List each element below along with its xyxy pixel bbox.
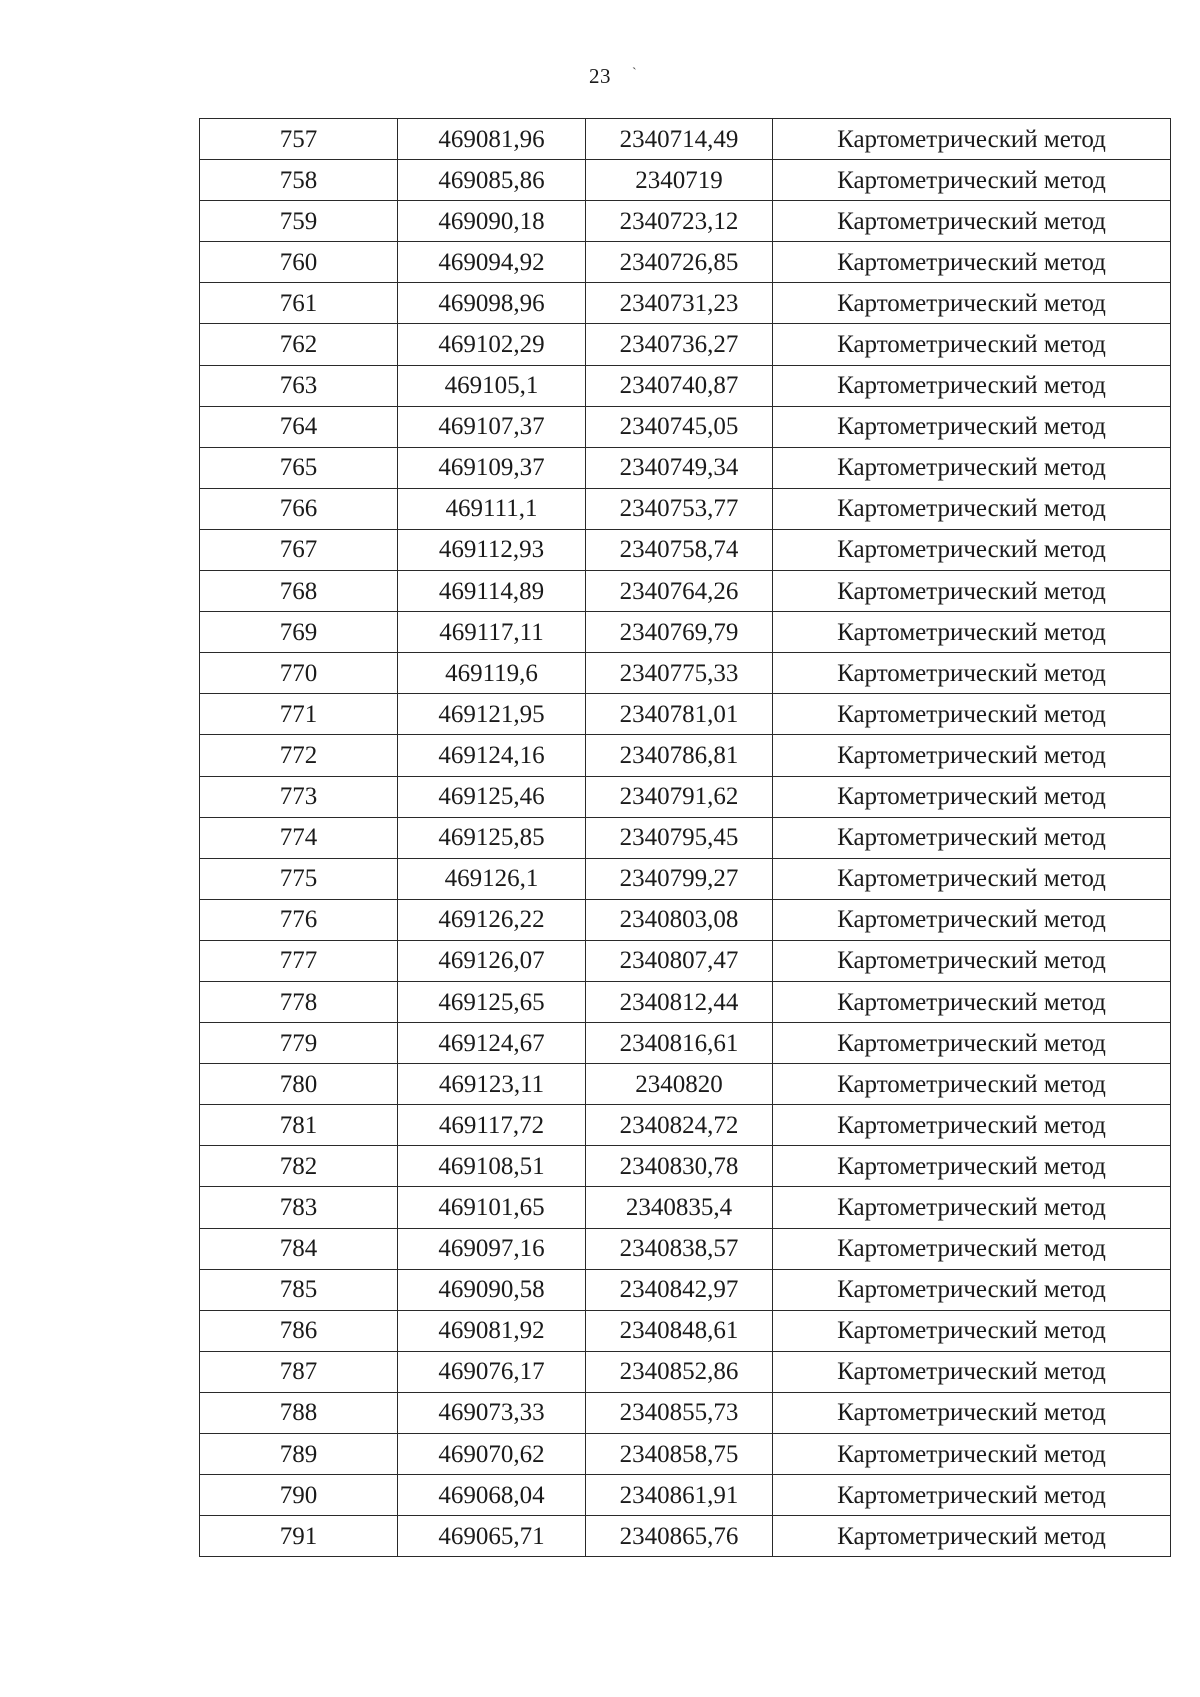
x-coordinate-cell: 469085,86 xyxy=(398,160,586,201)
y-coordinate-cell: 2340731,23 xyxy=(586,283,773,324)
table-row xyxy=(200,1310,1171,1351)
y-coordinate-cell: 2340769,79 xyxy=(586,612,773,653)
table-row xyxy=(200,858,1171,899)
x-coordinate-cell: 469081,96 xyxy=(398,119,586,160)
x-coordinate-cell: 469105,1 xyxy=(398,365,586,406)
y-coordinate-cell: 2340842,97 xyxy=(586,1269,773,1310)
method-cell: Картометрический метод xyxy=(773,406,1171,447)
x-coordinate-cell: 469119,6 xyxy=(398,653,586,694)
point-number-cell: 772 xyxy=(200,735,398,776)
point-number-cell: 769 xyxy=(200,612,398,653)
y-coordinate-cell: 2340861,91 xyxy=(586,1475,773,1516)
table-row xyxy=(200,447,1171,488)
point-number-cell: 760 xyxy=(200,242,398,283)
x-coordinate-cell: 469065,71 xyxy=(398,1516,586,1557)
table-row xyxy=(200,1351,1171,1392)
y-coordinate-cell: 2340816,61 xyxy=(586,1023,773,1064)
point-number-cell: 774 xyxy=(200,817,398,858)
method-cell: Картометрический метод xyxy=(773,612,1171,653)
point-number-cell: 784 xyxy=(200,1228,398,1269)
x-coordinate-cell: 469068,04 xyxy=(398,1475,586,1516)
y-coordinate-cell: 2340807,47 xyxy=(586,940,773,981)
y-coordinate-cell: 2340795,45 xyxy=(586,817,773,858)
point-number-cell: 780 xyxy=(200,1064,398,1105)
point-number-cell: 776 xyxy=(200,899,398,940)
table-row xyxy=(200,1475,1171,1516)
table-row xyxy=(200,899,1171,940)
x-coordinate-cell: 469112,93 xyxy=(398,529,586,570)
method-cell: Картометрический метод xyxy=(773,776,1171,817)
table-row xyxy=(200,1269,1171,1310)
method-cell: Картометрический метод xyxy=(773,1105,1171,1146)
x-coordinate-cell: 469117,11 xyxy=(398,612,586,653)
y-coordinate-cell: 2340799,27 xyxy=(586,858,773,899)
point-number-cell: 781 xyxy=(200,1105,398,1146)
y-coordinate-cell: 2340791,62 xyxy=(586,776,773,817)
x-coordinate-cell: 469076,17 xyxy=(398,1351,586,1392)
point-number-cell: 762 xyxy=(200,324,398,365)
y-coordinate-cell: 2340726,85 xyxy=(586,242,773,283)
table-row xyxy=(200,1146,1171,1187)
table-row xyxy=(200,776,1171,817)
method-cell: Картометрический метод xyxy=(773,1434,1171,1475)
method-cell: Картометрический метод xyxy=(773,940,1171,981)
x-coordinate-cell: 469073,33 xyxy=(398,1392,586,1433)
method-cell: Картометрический метод xyxy=(773,1351,1171,1392)
table-row xyxy=(200,940,1171,981)
point-number-cell: 779 xyxy=(200,1023,398,1064)
table-row xyxy=(200,694,1171,735)
x-coordinate-cell: 469121,95 xyxy=(398,694,586,735)
method-cell: Картометрический метод xyxy=(773,1064,1171,1105)
x-coordinate-cell: 469094,92 xyxy=(398,242,586,283)
point-number-cell: 767 xyxy=(200,529,398,570)
point-number-cell: 788 xyxy=(200,1392,398,1433)
table-row xyxy=(200,735,1171,776)
y-coordinate-cell: 2340848,61 xyxy=(586,1310,773,1351)
method-cell: Картометрический метод xyxy=(773,1228,1171,1269)
table-row xyxy=(200,201,1171,242)
y-coordinate-cell: 2340812,44 xyxy=(586,981,773,1022)
point-number-cell: 771 xyxy=(200,694,398,735)
y-coordinate-cell: 2340764,26 xyxy=(586,571,773,612)
coordinates-table-body xyxy=(200,119,1171,1557)
y-coordinate-cell: 2340758,74 xyxy=(586,529,773,570)
point-number-cell: 789 xyxy=(200,1434,398,1475)
point-number-cell: 791 xyxy=(200,1516,398,1557)
x-coordinate-cell: 469090,18 xyxy=(398,201,586,242)
table-row xyxy=(200,612,1171,653)
x-coordinate-cell: 469125,85 xyxy=(398,817,586,858)
y-coordinate-cell: 2340781,01 xyxy=(586,694,773,735)
method-cell: Картометрический метод xyxy=(773,160,1171,201)
y-coordinate-cell: 2340740,87 xyxy=(586,365,773,406)
y-coordinate-cell: 2340830,78 xyxy=(586,1146,773,1187)
table-row xyxy=(200,1516,1171,1557)
x-coordinate-cell: 469108,51 xyxy=(398,1146,586,1187)
x-coordinate-cell: 469102,29 xyxy=(398,324,586,365)
x-coordinate-cell: 469111,1 xyxy=(398,488,586,529)
table-row xyxy=(200,119,1171,160)
method-cell: Картометрический метод xyxy=(773,529,1171,570)
x-coordinate-cell: 469090,58 xyxy=(398,1269,586,1310)
method-cell: Картометрический метод xyxy=(773,694,1171,735)
y-coordinate-cell: 2340753,77 xyxy=(586,488,773,529)
method-cell: Картометрический метод xyxy=(773,1475,1171,1516)
y-coordinate-cell: 2340858,75 xyxy=(586,1434,773,1475)
point-number-cell: 786 xyxy=(200,1310,398,1351)
table-row xyxy=(200,817,1171,858)
point-number-cell: 764 xyxy=(200,406,398,447)
x-coordinate-cell: 469124,67 xyxy=(398,1023,586,1064)
stray-mark: ` xyxy=(632,66,637,81)
point-number-cell: 759 xyxy=(200,201,398,242)
method-cell: Картометрический метод xyxy=(773,858,1171,899)
x-coordinate-cell: 469098,96 xyxy=(398,283,586,324)
coordinates-table xyxy=(199,118,1171,1557)
y-coordinate-cell: 2340775,33 xyxy=(586,653,773,694)
point-number-cell: 783 xyxy=(200,1187,398,1228)
y-coordinate-cell: 2340786,81 xyxy=(586,735,773,776)
method-cell: Картометрический метод xyxy=(773,1187,1171,1228)
y-coordinate-cell: 2340745,05 xyxy=(586,406,773,447)
point-number-cell: 758 xyxy=(200,160,398,201)
method-cell: Картометрический метод xyxy=(773,283,1171,324)
y-coordinate-cell: 2340865,76 xyxy=(586,1516,773,1557)
point-number-cell: 777 xyxy=(200,940,398,981)
method-cell: Картометрический метод xyxy=(773,735,1171,776)
x-coordinate-cell: 469126,22 xyxy=(398,899,586,940)
y-coordinate-cell: 2340723,12 xyxy=(586,201,773,242)
method-cell: Картометрический метод xyxy=(773,653,1171,694)
point-number-cell: 775 xyxy=(200,858,398,899)
method-cell: Картометрический метод xyxy=(773,571,1171,612)
point-number-cell: 770 xyxy=(200,653,398,694)
y-coordinate-cell: 2340749,34 xyxy=(586,447,773,488)
y-coordinate-cell: 2340736,27 xyxy=(586,324,773,365)
y-coordinate-cell: 2340719 xyxy=(586,160,773,201)
method-cell: Картометрический метод xyxy=(773,1023,1171,1064)
point-number-cell: 790 xyxy=(200,1475,398,1516)
table-row xyxy=(200,488,1171,529)
table-row xyxy=(200,529,1171,570)
table-row xyxy=(200,324,1171,365)
y-coordinate-cell: 2340835,4 xyxy=(586,1187,773,1228)
x-coordinate-cell: 469126,07 xyxy=(398,940,586,981)
table-row xyxy=(200,1434,1171,1475)
method-cell: Картометрический метод xyxy=(773,1269,1171,1310)
y-coordinate-cell: 2340714,49 xyxy=(586,119,773,160)
table-row xyxy=(200,571,1171,612)
x-coordinate-cell: 469114,89 xyxy=(398,571,586,612)
table-row xyxy=(200,1105,1171,1146)
x-coordinate-cell: 469107,37 xyxy=(398,406,586,447)
method-cell: Картометрический метод xyxy=(773,201,1171,242)
page-number: 23 xyxy=(589,64,611,88)
point-number-cell: 761 xyxy=(200,283,398,324)
y-coordinate-cell: 2340852,86 xyxy=(586,1351,773,1392)
point-number-cell: 765 xyxy=(200,447,398,488)
point-number-cell: 778 xyxy=(200,981,398,1022)
method-cell: Картометрический метод xyxy=(773,488,1171,529)
x-coordinate-cell: 469097,16 xyxy=(398,1228,586,1269)
method-cell: Картометрический метод xyxy=(773,1392,1171,1433)
method-cell: Картометрический метод xyxy=(773,817,1171,858)
method-cell: Картометрический метод xyxy=(773,324,1171,365)
method-cell: Картометрический метод xyxy=(773,1516,1171,1557)
table-row xyxy=(200,1023,1171,1064)
point-number-cell: 787 xyxy=(200,1351,398,1392)
table-row xyxy=(200,1064,1171,1105)
x-coordinate-cell: 469124,16 xyxy=(398,735,586,776)
point-number-cell: 785 xyxy=(200,1269,398,1310)
table-row xyxy=(200,981,1171,1022)
point-number-cell: 766 xyxy=(200,488,398,529)
table-row xyxy=(200,1392,1171,1433)
method-cell: Картометрический метод xyxy=(773,1146,1171,1187)
y-coordinate-cell: 2340855,73 xyxy=(586,1392,773,1433)
x-coordinate-cell: 469070,62 xyxy=(398,1434,586,1475)
method-cell: Картометрический метод xyxy=(773,981,1171,1022)
method-cell: Картометрический метод xyxy=(773,365,1171,406)
point-number-cell: 773 xyxy=(200,776,398,817)
y-coordinate-cell: 2340838,57 xyxy=(586,1228,773,1269)
x-coordinate-cell: 469126,1 xyxy=(398,858,586,899)
x-coordinate-cell: 469081,92 xyxy=(398,1310,586,1351)
table-row xyxy=(200,283,1171,324)
method-cell: Картометрический метод xyxy=(773,899,1171,940)
table-row xyxy=(200,242,1171,283)
table-row xyxy=(200,160,1171,201)
table-row xyxy=(200,1228,1171,1269)
method-cell: Картометрический метод xyxy=(773,242,1171,283)
table-row xyxy=(200,365,1171,406)
point-number-cell: 782 xyxy=(200,1146,398,1187)
y-coordinate-cell: 2340824,72 xyxy=(586,1105,773,1146)
y-coordinate-cell: 2340820 xyxy=(586,1064,773,1105)
x-coordinate-cell: 469101,65 xyxy=(398,1187,586,1228)
method-cell: Картометрический метод xyxy=(773,1310,1171,1351)
x-coordinate-cell: 469117,72 xyxy=(398,1105,586,1146)
table-row xyxy=(200,1187,1171,1228)
table-row xyxy=(200,653,1171,694)
point-number-cell: 757 xyxy=(200,119,398,160)
x-coordinate-cell: 469123,11 xyxy=(398,1064,586,1105)
method-cell: Картометрический метод xyxy=(773,447,1171,488)
method-cell: Картометрический метод xyxy=(773,119,1171,160)
y-coordinate-cell: 2340803,08 xyxy=(586,899,773,940)
x-coordinate-cell: 469125,46 xyxy=(398,776,586,817)
table-row xyxy=(200,406,1171,447)
point-number-cell: 768 xyxy=(200,571,398,612)
x-coordinate-cell: 469125,65 xyxy=(398,981,586,1022)
x-coordinate-cell: 469109,37 xyxy=(398,447,586,488)
point-number-cell: 763 xyxy=(200,365,398,406)
